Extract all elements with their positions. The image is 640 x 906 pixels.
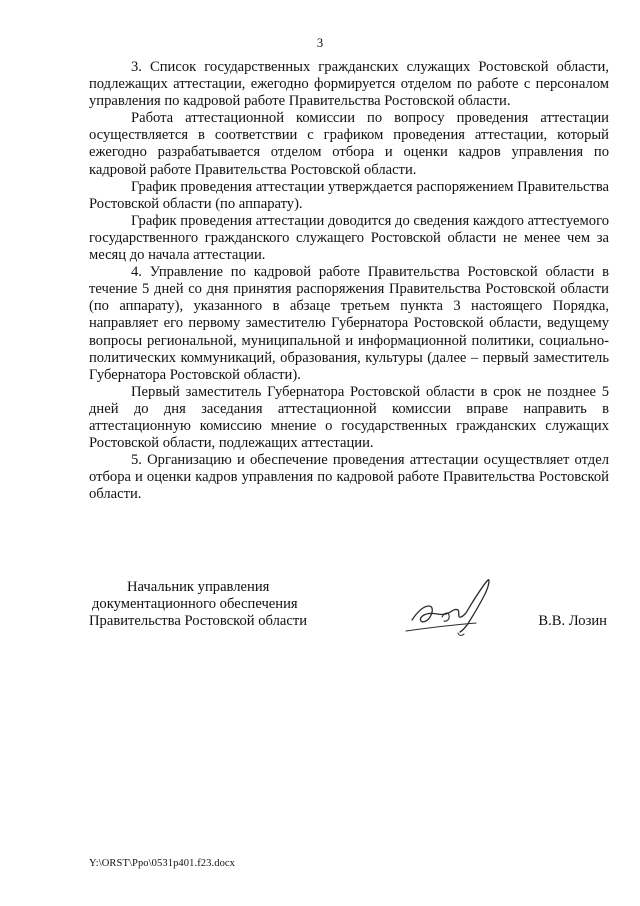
signer-title-line-1: Начальник управления <box>127 579 270 595</box>
document-body <box>89 59 609 503</box>
paragraph-item-5-organization: 5. Организацию и обеспечение проведения аттестации осуществляет отдел отбора и оценки кадров управления по кадровой работе Правительства Ростовской области. <box>89 452 609 503</box>
handwritten-signature <box>402 576 500 642</box>
paragraph-commission-schedule: Работа аттестационной комиссии по вопросу проведения аттестации осуществляется в соответствии с графиком проведения аттестации, который ежегодно разрабатывается отделом отбора и оценки кадров управления по кадровой работе Правительства Ростовской области. <box>89 110 609 178</box>
signer-title-line-2: документационного обеспечения <box>92 596 298 612</box>
page-number: 3 <box>316 36 324 50</box>
paragraph-item-3-list: 3. Список государственных гражданских служащих Ростовской области, подлежащих аттестации, ежегодно формируется отделом по работе с персоналом управления по кадровой работе Правительства Ростовской области. <box>89 59 609 110</box>
paragraph-deputy-opinion: Первый заместитель Губернатора Ростовской области в срок не позднее 5 дней до дня заседания аттестационной комиссии вправе направить в аттестационную комиссию мнение о государственных гражданских служащих Ростовской области, подлежащих аттестации. <box>89 383 609 452</box>
paragraph-schedule-approval: График проведения аттестации утверждается распоряжением Правительства Ростовской области (по аппарату). <box>89 178 609 212</box>
signature-block <box>89 579 609 649</box>
file-path-footer: Y:\ORST\Ppo\0531p401.f23.docx <box>89 858 236 869</box>
paragraph-item-4-directive: 4. Управление по кадровой работе Правительства Ростовской области в течение 5 дней со дня принятия распоряжения Правительства Ростовской области (по аппарату), указанного в абзаце третьем пункта 3 настоящего Порядка, направляет его первому заместителю Губернатора Ростовской области, ведущему вопросы региональной, муниципальной и информационной политики, социально-политических коммуникаций, образования, культуры (далее – первый заместитель Губернатора Ростовской области). <box>89 264 609 383</box>
signer-title-line-3: Правительства Ростовской области <box>89 613 308 629</box>
paragraph-schedule-notice: График проведения аттестации доводится до сведения каждого аттестуемого государственного гражданского служащего Ростовской области не менее чем за месяц до начала аттестации. <box>89 212 609 264</box>
signer-name: В.В. Лозин <box>538 613 607 629</box>
